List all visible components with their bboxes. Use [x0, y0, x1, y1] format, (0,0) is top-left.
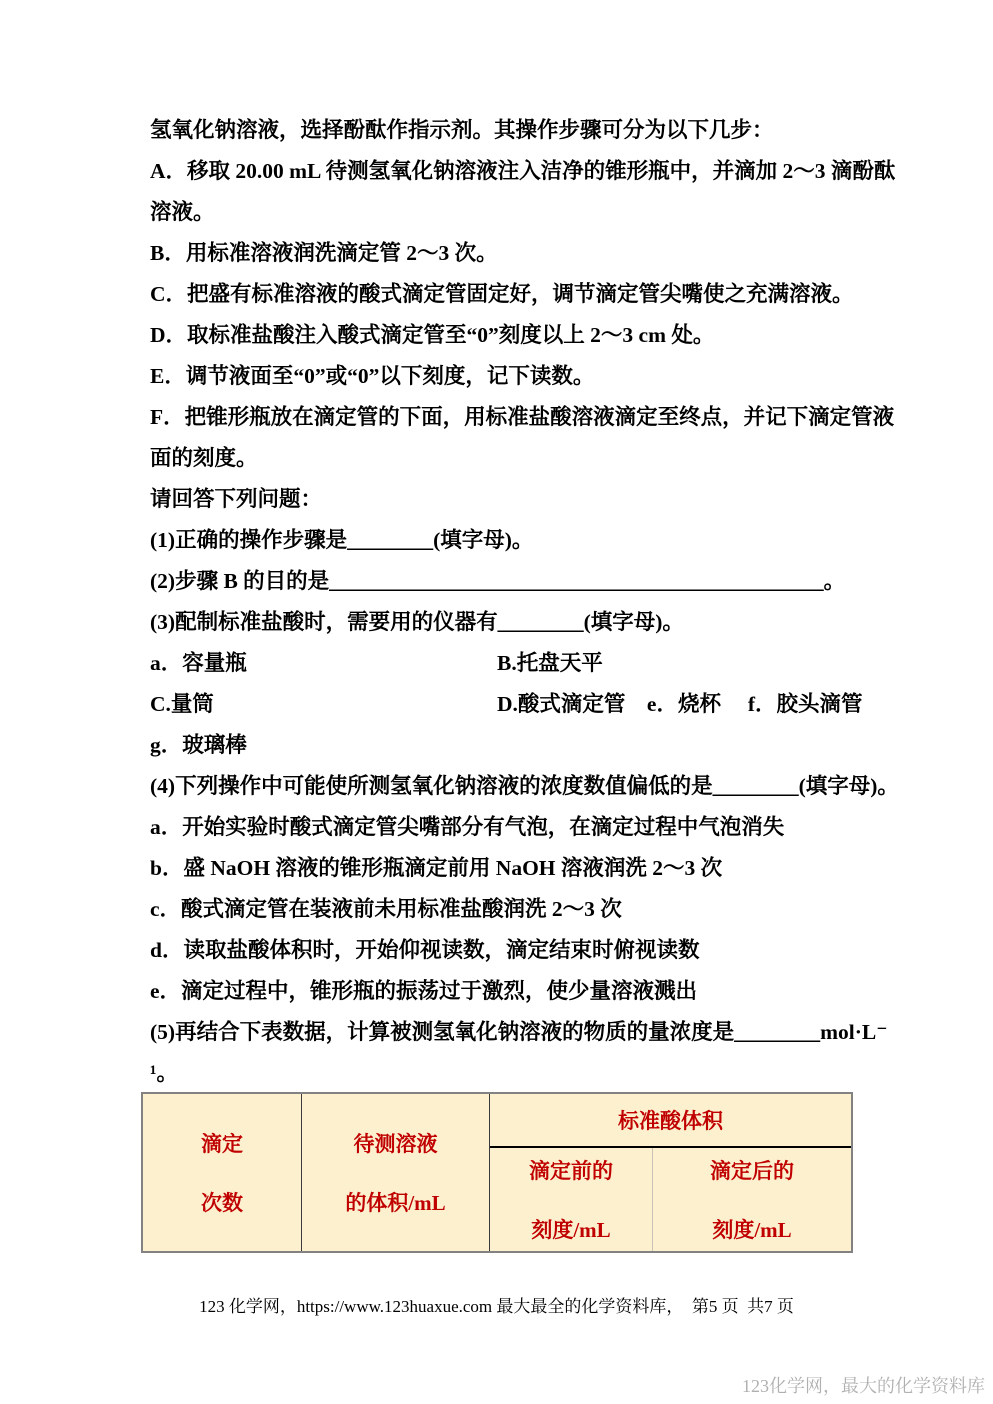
text-line-step-b: B．用标准溶液润洗滴定管 2～3 次。 [150, 241, 498, 265]
text-line-step-e: E．调节液面至“0”或“0”以下刻度，记下读数。 [150, 364, 595, 388]
text-line-question-3: (3)配制标准盐酸时，需要用的仪器有________(填字母)。 [150, 610, 684, 634]
text-line-question-2: (2)步骤 B 的目的是______________________________________________。 [150, 569, 846, 593]
text-line-step-d: D．取标准盐酸注入酸式滴定管至“0”刻度以上 2～3 cm 处。 [150, 323, 715, 347]
text-line-q4-option-c: c．酸式滴定管在装液前未用标准盐酸润洗 2～3 次 [150, 897, 622, 921]
text-line-prompt: 请回答下列问题： [150, 487, 323, 511]
text-line-step-f-cont: 面的刻度。 [150, 446, 258, 470]
table-header-text: 次数 [201, 1191, 243, 1215]
text-line-intro: 氢氧化钠溶液，选择酚酞作指示剂。其操作步骤可分为以下几步： [150, 118, 774, 142]
titration-data-table [141, 1092, 853, 1253]
table-header-text: 滴定 [201, 1132, 243, 1156]
option-a: a．容量瓶 [150, 651, 247, 675]
watermark: 123化学网，最大的化学资料库 [742, 1376, 985, 1396]
text-line-question-5: (5)再结合下表数据，计算被测氢氧化钠溶液的物质的量浓度是________mol·L⁻ [150, 1020, 888, 1044]
option-c: C.量筒 [150, 692, 214, 716]
text-line-step-f: F．把锥形瓶放在滴定管的下面，用标准盐酸溶液滴定至终点，并记下滴定管液 [150, 405, 895, 429]
option-row-1 [150, 643, 860, 684]
table-header-text: 待测溶液 [353, 1132, 438, 1156]
table-header-text: 标准酸体积 [618, 1109, 723, 1133]
option-row-2 [150, 684, 863, 725]
text-line-question-1: (1)正确的操作步骤是________(填字母)。 [150, 528, 534, 552]
table-header-text: 刻度/mL [531, 1218, 611, 1242]
table-header-standard-acid-volume [490, 1094, 851, 1148]
table-header-text: 滴定后的 [710, 1159, 794, 1183]
option-d-e-f: D.酸式滴定管 e．烧杯 f．胶头滴管 [497, 692, 863, 716]
text-line-q4-option-d: d．读取盐酸体积时，开始仰视读数，滴定结束时俯视读数 [150, 938, 700, 962]
document-body [150, 110, 899, 1094]
text-line-question-4: (4)下列操作中可能使所测氢氧化钠溶液的浓度数值偏低的是________(填字母)。 [150, 774, 899, 798]
text-line-step-c: C．把盛有标准溶液的酸式滴定管固定好，调节滴定管尖嘴使之充满溶液。 [150, 282, 854, 306]
text-line-q4-option-e: e．滴定过程中，锥形瓶的振荡过于激烈，使少量溶液溅出 [150, 979, 698, 1003]
table-header-text: 刻度/mL [712, 1218, 792, 1242]
table-header-reading-before [490, 1148, 653, 1251]
text-line-question-5-cont: ¹。 [150, 1061, 178, 1085]
table-header-reading-after [653, 1148, 851, 1251]
text-line-step-a-cont: 溶液。 [150, 200, 215, 224]
table-header-text: 滴定前的 [529, 1159, 613, 1183]
table-header-titration-number [143, 1094, 302, 1251]
text-line-step-a: A．移取 20.00 mL 待测氢氧化钠溶液注入洁净的锥形瓶中，并滴加 2～3 滴酚酞 [150, 159, 896, 183]
text-line-q4-option-a: a．开始实验时酸式滴定管尖嘴部分有气泡，在滴定过程中气泡消失 [150, 815, 785, 839]
option-g: g．玻璃棒 [150, 733, 247, 757]
table-header-text: 的体积/mL [345, 1191, 446, 1215]
option-b: B.托盘天平 [497, 651, 603, 675]
table-header-sample-volume [302, 1094, 490, 1251]
page-footer: 123 化学网，https://www.123huaxue.com 最大最全的化学资料库， 第5 页 共7 页 [199, 1297, 794, 1316]
text-line-q4-option-b: b．盛 NaOH 溶液的锥形瓶滴定前用 NaOH 溶液润洗 2～3 次 [150, 856, 723, 880]
